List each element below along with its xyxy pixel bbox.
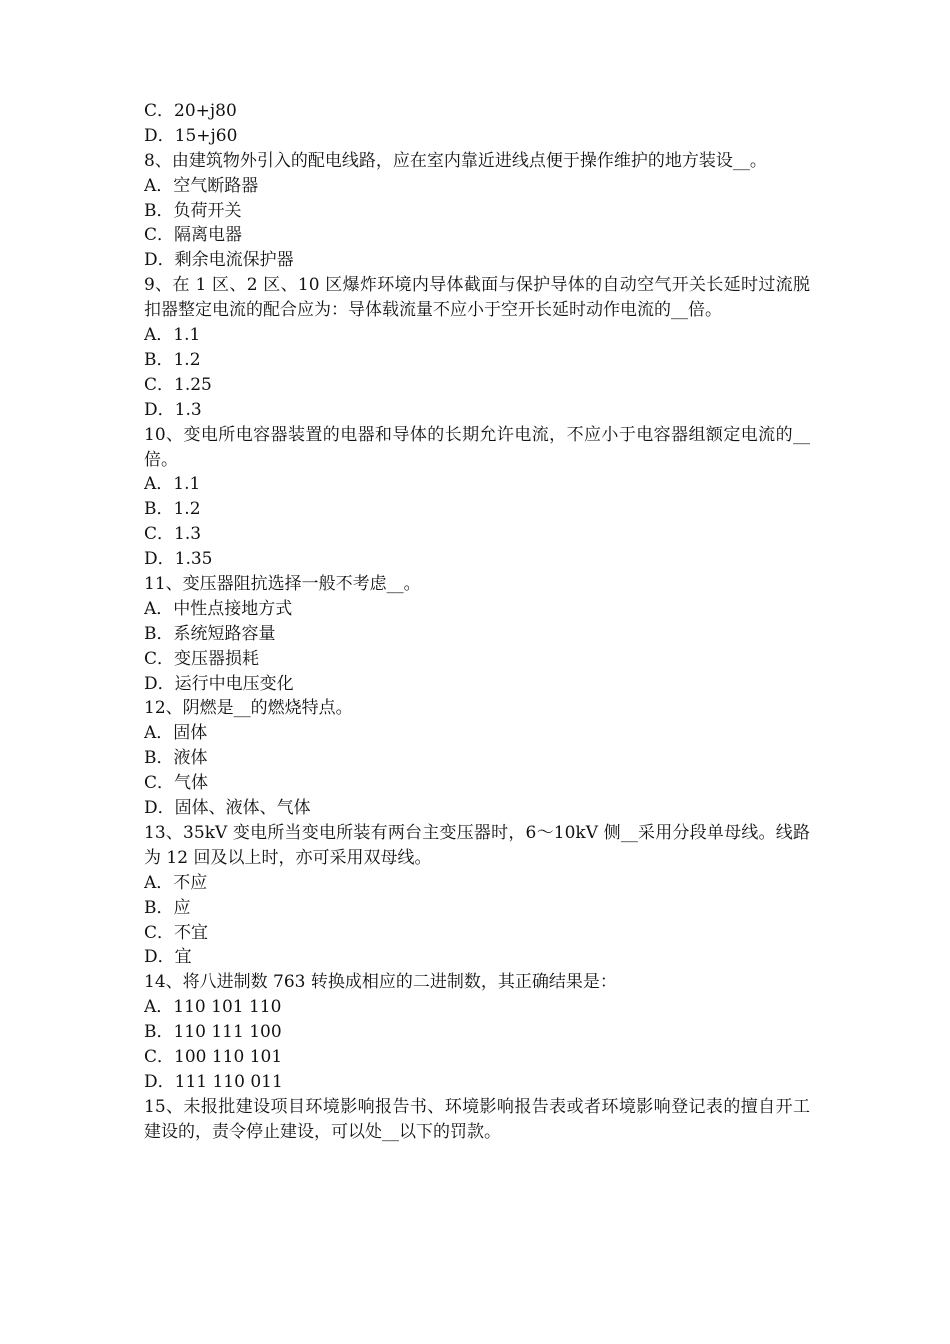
option-d: D．剩余电流保护器 [144, 250, 294, 271]
question-10 [144, 423, 810, 572]
question-11 [144, 572, 810, 696]
option-c: C．气体 [144, 773, 209, 794]
option-b: B．负荷开关 [144, 200, 242, 221]
document-page [144, 99, 810, 1145]
option-c: C．20+j80 [144, 101, 237, 121]
option-a: A．固体 [144, 723, 208, 744]
question-15 [144, 1095, 810, 1145]
option-c: C．不宜 [144, 922, 209, 943]
option-a: A．中性点接地方式 [144, 598, 293, 619]
option-d: D．1.35 [144, 549, 213, 570]
question-stem: 11、变压器阻抗选择一般不考虑__。 [144, 574, 421, 594]
question-stem: 14、将八进制数 763 转换成相应的二进制数，其正确结果是： [144, 972, 617, 993]
option-c: C．变压器损耗 [144, 648, 260, 669]
option-d: D．111 110 011 [144, 1071, 283, 1092]
option-a: A．不应 [144, 872, 208, 893]
option-c: C．隔离电器 [144, 225, 243, 246]
question-12 [144, 696, 810, 820]
question-stem: 13、35kV 变电所当变电所装有两台主变压器时，6～10kV 侧__采用分段单母线。线路为 12 回及以上时，亦可采用双母线。 [144, 822, 810, 868]
question-stem: 8、由建筑物外引入的配电线路，应在室内靠近进线点便于操作维护的地方装设__。 [144, 150, 767, 171]
option-c: C．1.3 [144, 524, 202, 545]
option-c: C．100 110 101 [144, 1047, 283, 1067]
option-a: A．110 101 110 [144, 997, 282, 1018]
question-stem: 10、变电所电容器装置的电器和导体的长期允许电流，不应小于电容器组额定电流的__倍。 [144, 424, 810, 470]
option-a: A．1.1 [144, 325, 201, 346]
option-b: B．1.2 [144, 349, 201, 370]
option-b: B．110 111 100 [144, 1022, 282, 1043]
question-7-tail [144, 99, 810, 149]
option-d: D．1.3 [144, 399, 202, 420]
option-b: B．应 [144, 897, 191, 918]
option-b: B．1.2 [144, 499, 201, 520]
question-9 [144, 273, 810, 422]
option-d: D．15+j60 [144, 125, 238, 146]
option-c: C．1.25 [144, 374, 212, 395]
option-b: B．系统短路容量 [144, 623, 276, 644]
option-d: D．运行中电压变化 [144, 673, 294, 694]
question-13 [144, 821, 810, 970]
option-b: B．液体 [144, 748, 208, 769]
question-stem: 9、在 1 区、2 区、10 区爆炸环境内导体截面与保护导体的自动空气开关长延时过流脱扣器整定电流的配合应为：导体载流量不应小于空开长延时动作电流的__倍。 [144, 275, 810, 321]
question-14 [144, 970, 810, 1094]
option-d: D．宜 [144, 947, 192, 968]
option-d: D．固体、液体、气体 [144, 798, 311, 819]
option-a: A．1.1 [144, 474, 201, 495]
option-a: A．空气断路器 [144, 175, 259, 196]
question-stem: 12、阴燃是__的燃烧特点。 [144, 698, 353, 719]
question-stem: 15、未报批建设项目环境影响报告书、环境影响报告表或者环境影响登记表的擅自开工建设的，责令停止建设，可以处__以下的罚款。 [144, 1096, 810, 1142]
question-8 [144, 149, 810, 273]
